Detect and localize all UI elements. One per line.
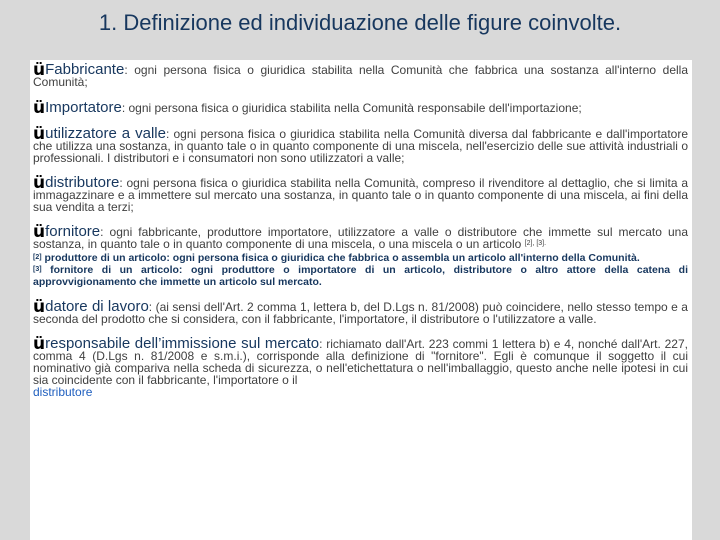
- checkmark-icon: ü: [33, 297, 46, 317]
- definition-text: richiamato dall'Art. 223 commi 1 lettera b) e 4, nonché dall'Art. 227, comma 4 (D.Lgs n. 81/2008 e s.m.i.), corrisponde alla definizione di "fornitore". Egli è comunque il soggetto il cui nominativo già compariva nella scheda di sicurezza, o nell'etichettatura o nell'imballaggio, questo anche nelle ipotesi in cui sia coincidente con il fabbricante, l'importatore o il: [33, 337, 688, 387]
- definitions-panel: [30, 60, 692, 540]
- footnote-number: [2]: [33, 254, 42, 261]
- checkmark-icon: ü: [33, 60, 46, 80]
- definition-fabbricante: [33, 60, 688, 89]
- checkmark-icon: ü: [33, 173, 46, 193]
- definition-distributore: [33, 173, 688, 214]
- definition-fornitore: [33, 222, 688, 251]
- definition-tail: distributore: [33, 385, 93, 399]
- term-label: Importatore: [45, 99, 122, 116]
- footnote-ref-3: [3]: [536, 240, 545, 247]
- term-separator: :: [124, 63, 128, 77]
- definition-text: ogni persona fisica o giuridica stabilita nella Comunità responsabile dell'importazione;: [125, 101, 582, 115]
- footnote-ref-2: [2]: [524, 240, 533, 247]
- definition-utilizzatore-a-valle: [33, 124, 688, 165]
- definition-datore-di-lavoro: [33, 297, 688, 326]
- footnote-text: fornitore di un articolo: ogni produttore o importatore di un articolo, distributore o altro attore della catena di approvvigionamento che immette un articolo sul mercato.: [33, 264, 688, 288]
- definition-responsabile-immissione: [33, 334, 688, 399]
- checkmark-icon: ü: [33, 98, 46, 118]
- definition-text: ogni persona fisica o giuridica stabilita nella Comunità diversa dal fabbricante e dall'importatore che utilizza una sostanza, in quanto tale o in quanto componente di una miscela, nell'esercizio delle sue attività industriali o professionali. I distributori e i consumatori non sono utilizzatori a valle;: [33, 127, 688, 165]
- footnote-3: [33, 264, 688, 288]
- checkmark-icon: ü: [33, 334, 46, 354]
- term-separator: :: [119, 176, 123, 190]
- footnote-text: produttore di un articolo: ogni persona fisica o giuridica che fabbrica o assembla un articolo all'interno della Comunità.: [41, 252, 640, 264]
- term-separator: :: [166, 127, 170, 141]
- definition-importatore: [33, 98, 688, 118]
- slide-title: 1. Definizione ed individuazione delle figure coinvolte.: [98, 10, 622, 35]
- definition-text: (ai sensi dell'Art. 2 comma 1, lettera b, del D.Lgs n. 81/2008) può coincidere, nello stesso tempo e a seconda del prodotto che si considera, con il fabbricante, l'importatore, il distributore o l'utilizzatore a valle.: [33, 300, 688, 326]
- definition-text: ogni fabbricante, produttore importatore, utilizzatore a valle o distributore che immette sul mercato una sostanza, in quanto tale o in quanto componente di una miscela, o una miscela o un articolo: [33, 225, 688, 251]
- checkmark-icon: ü: [33, 124, 46, 144]
- definition-text: ogni persona fisica o giuridica stabilita nella Comunità, compreso il rivenditore al dettaglio, che si limita a immagazzinare e a immettere sul mercato una sostanza, in quanto tale o in quanto componente di una miscela, ai fini della sua vendita a terzi;: [33, 176, 688, 214]
- definition-text: ogni persona fisica o giuridica stabilita nella Comunità che fabbrica una sostanza all'interno della Comunità;: [33, 63, 688, 89]
- term-separator: :: [121, 101, 126, 115]
- footnote-ref-end: .: [544, 240, 547, 247]
- term-label: responsabile dell’immissione sul mercato: [45, 335, 320, 352]
- term-label: Fabbricante: [45, 61, 125, 78]
- term-separator: :: [148, 300, 153, 314]
- term-label: utilizzatore a valle: [45, 125, 166, 142]
- term-label: fornitore: [45, 223, 101, 240]
- term-separator: :: [319, 337, 323, 351]
- term-label: datore di lavoro: [45, 298, 149, 315]
- footnote-2: [33, 252, 688, 264]
- term-label: distributore: [45, 174, 120, 191]
- term-separator: :: [100, 225, 104, 239]
- footnote-ref-separator: ,: [532, 240, 537, 247]
- footnote-number: [3]: [33, 266, 42, 273]
- checkmark-icon: ü: [33, 222, 46, 242]
